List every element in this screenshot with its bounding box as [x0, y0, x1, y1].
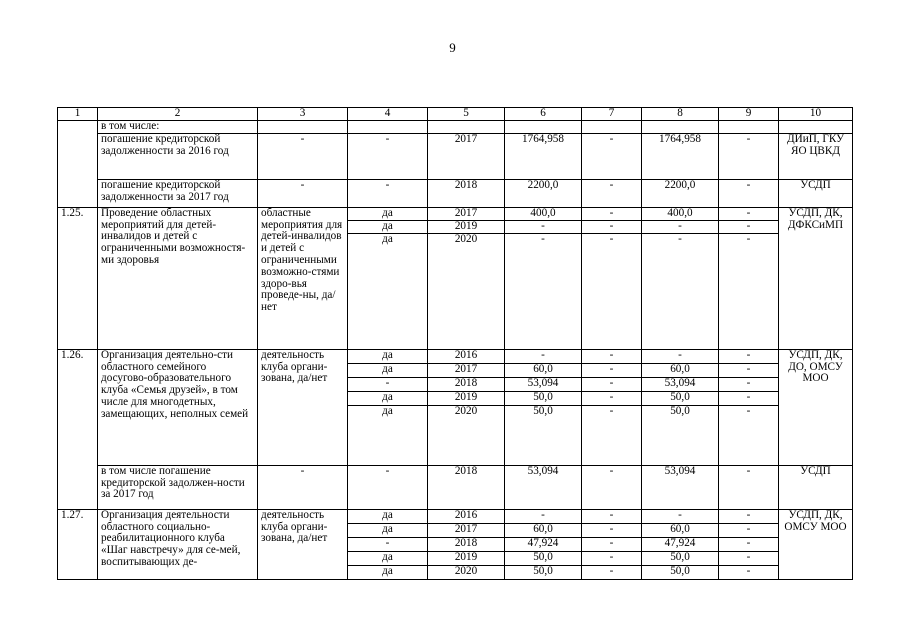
- regional-cell: 53,094: [642, 377, 719, 391]
- total-cell: -: [505, 349, 582, 363]
- fed-cell: -: [582, 349, 642, 363]
- indicator-cell: -: [258, 465, 348, 509]
- other-cell: -: [719, 377, 779, 391]
- value-cell: -: [348, 377, 428, 391]
- value-cell: -: [348, 133, 428, 179]
- total-cell: 60,0: [505, 363, 582, 377]
- table-row: [58, 465, 853, 509]
- total-cell: 50,0: [505, 405, 582, 465]
- fed-cell: -: [582, 220, 642, 233]
- measures-table: [57, 107, 853, 580]
- regional-cell: -: [642, 233, 719, 349]
- value-cell: да: [348, 233, 428, 349]
- total-cell: 400,0: [505, 207, 582, 220]
- year-cell: 2016: [428, 349, 505, 363]
- header-cell: 8: [642, 108, 719, 121]
- row-number-cell: 1.27.: [58, 509, 98, 579]
- fed-cell: -: [582, 523, 642, 537]
- measure-cell: в том числе погашение кредиторской задолжен-ности за 2017 год: [98, 465, 258, 509]
- header-cell: 1: [58, 108, 98, 121]
- fed-cell: -: [582, 537, 642, 551]
- regional-cell: 2200,0: [642, 179, 719, 207]
- header-cell: 2: [98, 108, 258, 121]
- regional-cell: 50,0: [642, 391, 719, 405]
- fed-cell: -: [582, 391, 642, 405]
- value-cell: да: [348, 391, 428, 405]
- header-cell: 7: [582, 108, 642, 121]
- total-cell: -: [505, 220, 582, 233]
- year-cell: 2017: [428, 133, 505, 179]
- other-cell: -: [719, 551, 779, 565]
- executor-cell: УСДП, ДК, ДО, ОМСУ МОО: [779, 349, 853, 465]
- measure-cell: Организация деятельно-сти областного семейного досугово-образовательного клуба «Семья друзей», в том числе для многодетных, замещающих, неполных семей: [98, 349, 258, 465]
- year-cell: 2020: [428, 405, 505, 465]
- value-cell: да: [348, 207, 428, 220]
- other-cell: -: [719, 233, 779, 349]
- indicator-cell: деятельность клуба органи-зована, да/нет: [258, 349, 348, 465]
- header-cell: 3: [258, 108, 348, 121]
- year-cell: 2018: [428, 465, 505, 509]
- regional-cell: 50,0: [642, 565, 719, 579]
- table-row: [58, 509, 853, 523]
- header-row: [58, 108, 853, 121]
- other-cell: -: [719, 207, 779, 220]
- total-cell: 50,0: [505, 391, 582, 405]
- year-cell: 2017: [428, 363, 505, 377]
- fed-cell: -: [582, 565, 642, 579]
- value-cell: да: [348, 509, 428, 523]
- other-cell: -: [719, 537, 779, 551]
- total-cell: 50,0: [505, 565, 582, 579]
- total-cell: 50,0: [505, 551, 582, 565]
- executor-cell: ДИиП, ГКУ ЯО ЦВКД: [779, 133, 853, 179]
- header-cell: 5: [428, 108, 505, 121]
- fed-cell: -: [582, 377, 642, 391]
- regional-cell: -: [642, 349, 719, 363]
- executor-cell: УСДП, ДК, ОМСУ МОО: [779, 509, 853, 579]
- year-cell: 2020: [428, 565, 505, 579]
- value-cell: -: [348, 537, 428, 551]
- table-row: [58, 349, 853, 363]
- fed-cell: -: [582, 179, 642, 207]
- page-number: 9: [449, 40, 456, 55]
- other-cell: -: [719, 509, 779, 523]
- value-cell: да: [348, 565, 428, 579]
- table-row: [58, 133, 853, 179]
- indicator-cell: областные мероприятия для детей-инвалидов и детей с ограниченными возможно-стями здоро-вья проведе-ны, да/нет: [258, 207, 348, 349]
- other-cell: -: [719, 391, 779, 405]
- total-cell: -: [505, 509, 582, 523]
- indicator-cell: деятельность клуба органи-зована, да/нет: [258, 509, 348, 579]
- regional-cell: 53,094: [642, 465, 719, 509]
- year-cell: 2019: [428, 551, 505, 565]
- table-row: [58, 120, 853, 133]
- total-cell: 60,0: [505, 523, 582, 537]
- regional-cell: 400,0: [642, 207, 719, 220]
- year-cell: 2018: [428, 537, 505, 551]
- header-cell: 6: [505, 108, 582, 121]
- other-cell: -: [719, 523, 779, 537]
- year-cell: 2018: [428, 377, 505, 391]
- fed-cell: -: [582, 207, 642, 220]
- value-cell: да: [348, 363, 428, 377]
- total-cell: -: [505, 233, 582, 349]
- year-cell: 2019: [428, 220, 505, 233]
- regional-cell: 47,924: [642, 537, 719, 551]
- regional-cell: 50,0: [642, 551, 719, 565]
- fed-cell: -: [582, 133, 642, 179]
- fed-cell: -: [582, 551, 642, 565]
- regional-cell: -: [642, 220, 719, 233]
- executor-cell: УСДП: [779, 179, 853, 207]
- row-number-cell: [58, 120, 98, 207]
- year-cell: 2016: [428, 509, 505, 523]
- other-cell: -: [719, 179, 779, 207]
- other-cell: -: [719, 363, 779, 377]
- other-cell: -: [719, 405, 779, 465]
- regional-cell: 1764,958: [642, 133, 719, 179]
- year-cell: 2017: [428, 523, 505, 537]
- fed-cell: -: [582, 465, 642, 509]
- total-cell: 47,924: [505, 537, 582, 551]
- total-cell: 2200,0: [505, 179, 582, 207]
- measure-cell: погашение кредиторской задолженности за 2017 год: [98, 179, 258, 207]
- indicator-cell: -: [258, 133, 348, 179]
- value-cell: -: [348, 179, 428, 207]
- table-row: [58, 179, 853, 207]
- total-cell: 53,094: [505, 377, 582, 391]
- regional-cell: 50,0: [642, 405, 719, 465]
- year-cell: 2017: [428, 207, 505, 220]
- total-cell: 1764,958: [505, 133, 582, 179]
- year-cell: 2020: [428, 233, 505, 349]
- value-cell: -: [348, 465, 428, 509]
- fed-cell: -: [582, 233, 642, 349]
- fed-cell: -: [582, 363, 642, 377]
- year-cell: 2018: [428, 179, 505, 207]
- fed-cell: -: [582, 509, 642, 523]
- executor-cell: УСДП: [779, 465, 853, 509]
- header-cell: 10: [779, 108, 853, 121]
- year-cell: 2019: [428, 391, 505, 405]
- value-cell: да: [348, 523, 428, 537]
- other-cell: -: [719, 565, 779, 579]
- measure-cell: погашение кредиторской задолженности за 2016 год: [98, 133, 258, 179]
- regional-cell: 60,0: [642, 523, 719, 537]
- other-cell: -: [719, 220, 779, 233]
- other-cell: -: [719, 349, 779, 363]
- executor-cell: УСДП, ДК, ДФКСиМП: [779, 207, 853, 349]
- measure-cell: в том числе:: [98, 120, 258, 133]
- row-number-cell: 1.26.: [58, 349, 98, 509]
- header-cell: 9: [719, 108, 779, 121]
- regional-cell: 60,0: [642, 363, 719, 377]
- total-cell: 53,094: [505, 465, 582, 509]
- row-number-cell: 1.25.: [58, 207, 98, 349]
- measure-cell: Организация деятельности областного социально-реабилитационного клуба «Шаг навстречу» для се-мей, воспитывающих де-: [98, 509, 258, 579]
- fed-cell: -: [582, 405, 642, 465]
- table-row: [58, 207, 853, 220]
- other-cell: -: [719, 465, 779, 509]
- header-cell: 4: [348, 108, 428, 121]
- measure-cell: Проведение областных мероприятий для детей-инвалидов и детей с ограниченными возможностя-ми здоровья: [98, 207, 258, 349]
- value-cell: да: [348, 551, 428, 565]
- other-cell: -: [719, 133, 779, 179]
- value-cell: да: [348, 220, 428, 233]
- value-cell: да: [348, 405, 428, 465]
- value-cell: да: [348, 349, 428, 363]
- indicator-cell: -: [258, 179, 348, 207]
- regional-cell: -: [642, 509, 719, 523]
